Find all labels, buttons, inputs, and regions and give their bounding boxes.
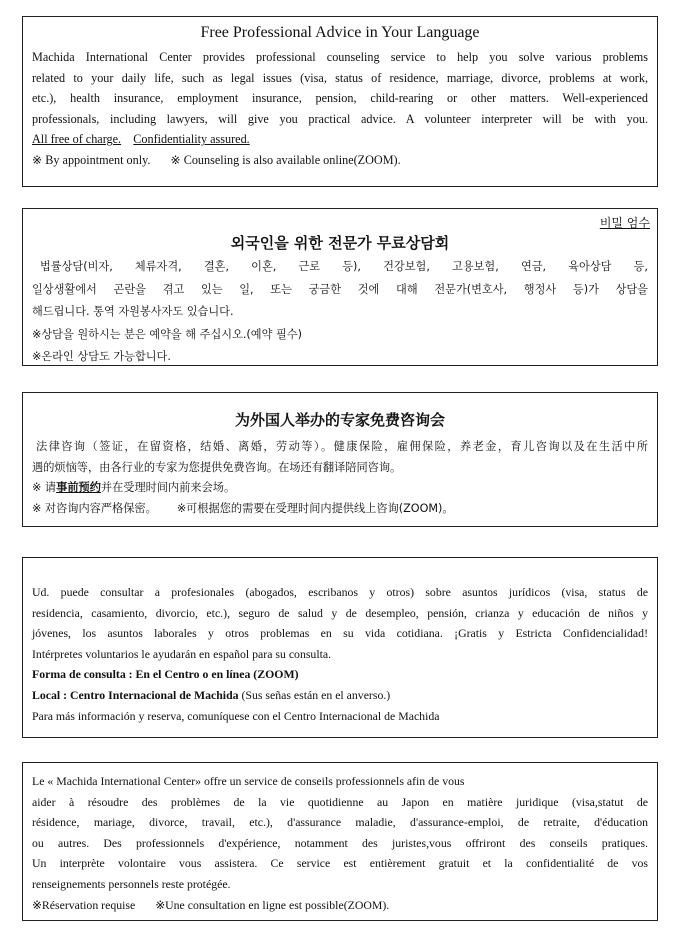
chinese-note-suffix: 并在受理时间内前来会场。 <box>100 481 236 494</box>
chinese-online-note: ※可根据您的需要在受理时间内提供线上咨询(ZOOM)。 <box>176 501 454 515</box>
korean-line: 법률상담(비자, 체류자격, 결혼, 이혼, 근로 등), 건강보험, 고용보험, 연금, 육아상담 등, <box>40 260 648 273</box>
french-line: aider à résoudre des problèmes de la vie quotidienne au Japon en matière juridique (visa,statut de <box>32 794 648 809</box>
appointment-note: ※ By appointment only. <box>32 152 151 167</box>
free-of-charge: All free of charge. <box>32 132 122 147</box>
korean-line: 일상생활에서 곤란을 겪고 있는 일, 또는 궁금한 것에 대해 전문가(변호사, 행정사 등)가 상담을 <box>32 282 648 296</box>
spanish-line: Intérpretes voluntarios le ayudarán en español para su consulta. <box>32 646 332 661</box>
chinese-confidential-note: ※ 对咨询内容严格保密。 <box>32 501 157 515</box>
korean-section <box>22 208 658 366</box>
spanish-forma: Forma de consulta : En el Centro o en línea (ZOOM) <box>32 667 299 682</box>
spanish-local-note: (Sus señas están en el anverso.) <box>238 687 391 702</box>
spanish-local-line <box>32 685 648 706</box>
english-line: related to your daily life, such as legal issues (visa, status of residence, marriage, divorce, problems at work, <box>32 70 648 85</box>
french-online: ※Une consultation en ligne est possible(ZOOM). <box>155 897 390 912</box>
french-line: ou autres. Des professionnels d'expérience, notamment des juristes,vous offriront des conseils pratiques. <box>32 835 648 850</box>
english-section <box>22 16 658 187</box>
korean-title: 외국인을 위한 전문가 무료상담회 <box>230 234 450 252</box>
spanish-line: residencia, casamiento, divorcio, etc.), seguro de salud y de desempleo, pensión, crianza y educación de niños y <box>32 605 648 620</box>
chinese-line: 法律咨询（签证，在留资格，结婚、离婚，劳动等）。健康保险，雇佣保险，养老金，育儿咨询以及在生活中所 <box>36 440 648 453</box>
french-line: résidence, mariage, divorce, travail, etc.), d'assurance maladie, d'assurance-emploi, de retraite, d'éducation <box>32 815 648 830</box>
korean-line: 해드립니다. 통역 자원봉사자도 있습니다. <box>32 305 234 318</box>
korean-body <box>32 256 648 369</box>
spanish-line: jóvenes, los asuntos laborales y otros problemas en su vida cotidiana. ¡Gratis y Estricta Confidencialidad! <box>32 626 648 641</box>
chinese-body <box>32 437 648 519</box>
korean-line: ※온라인 상담도 가능합니다. <box>32 350 171 363</box>
french-reservation: ※Réservation requise <box>32 897 136 912</box>
spanish-section <box>22 557 658 738</box>
confidential-badge: 비밀 엄수 <box>599 216 650 230</box>
online-note: ※ Counseling is also available online(ZOOM). <box>170 152 401 167</box>
chinese-line: 遇的烦恼等，由各行业的专家为您提供免费咨询。在场还有翻译陪同咨询。 <box>32 460 402 474</box>
english-line: etc.), health insurance, employment insurance, pension, child-rearing or other matters. Well-experienced <box>32 91 648 106</box>
spanish-body <box>32 582 648 726</box>
spanish-line: Ud. puede consultar a profesionales (abogados, escribanos y otros) sobre asuntos jurídicos (visa, status de <box>32 585 648 599</box>
chinese-reservation-line <box>32 478 648 499</box>
english-line: professionals, including lawyers, will give you practical advice. A volunteer interpreter will be with you. <box>32 111 648 126</box>
chinese-reservation-required: 事前预约 <box>56 481 101 494</box>
spanish-info: Para más información y reserva, comuníquese con el Centro Internacional de Machida <box>32 708 440 723</box>
english-line: Machida International Center provides professional counseling service to help you solve various problems <box>32 50 648 64</box>
french-line: renseignements personnels reste protégée. <box>32 876 231 891</box>
chinese-section <box>22 392 658 527</box>
english-free-line <box>32 129 648 150</box>
spanish-local: Local : Centro Internacional de Machida <box>32 687 239 702</box>
french-notes-line <box>32 895 648 916</box>
chinese-title: 为外国人举办的专家免费咨询会 <box>234 411 445 429</box>
english-title: Free Professional Advice in Your Language <box>200 24 480 41</box>
english-body <box>32 47 648 171</box>
french-body <box>32 771 648 915</box>
korean-line: ※상담을 원하시는 분은 예약을 해 주십시오.(예약 필수) <box>32 327 302 341</box>
confidentiality: Confidentiality assured. <box>133 132 250 147</box>
chinese-notes-line <box>32 499 648 520</box>
french-section <box>22 762 658 921</box>
french-line: Un interprète volontaire vous assistera. Ce service est entièrement gratuit et la confidentialité de vos <box>32 856 648 871</box>
chinese-note-prefix: ※ 请 <box>32 481 57 494</box>
english-notes-line <box>32 150 648 171</box>
french-line: Le « Machida International Center» offre un service de conseils professionnels afin de vous <box>32 774 465 788</box>
